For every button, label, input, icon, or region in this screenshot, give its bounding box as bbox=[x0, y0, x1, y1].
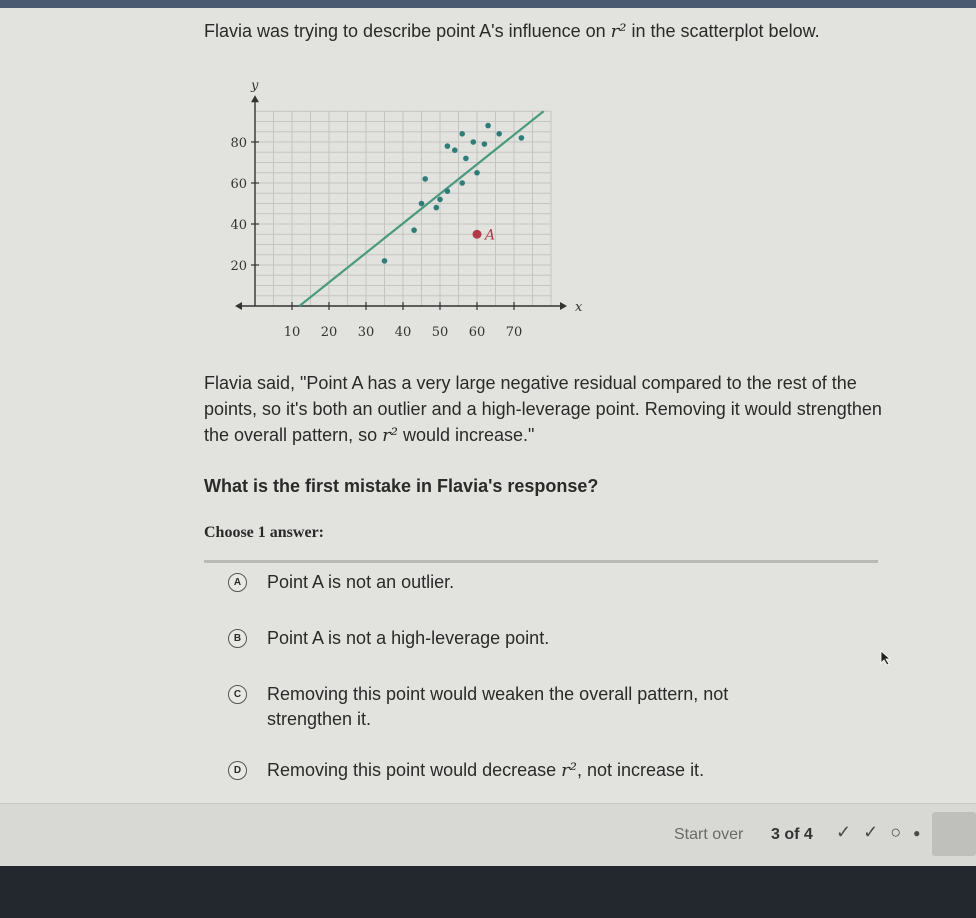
x-tick-label: 20 bbox=[320, 325, 338, 340]
choice-b[interactable] bbox=[228, 626, 807, 651]
x-tick-label: 70 bbox=[505, 325, 523, 340]
top-bar bbox=[0, 0, 976, 8]
y-tick-label: 80 bbox=[230, 136, 247, 151]
exercise-page bbox=[0, 8, 976, 803]
data-point bbox=[459, 180, 465, 186]
question-prompt: What is the first mistake in Flavia's response? bbox=[204, 476, 599, 496]
data-point bbox=[445, 143, 451, 149]
choose-label: Choose 1 answer: bbox=[204, 524, 324, 541]
data-point bbox=[445, 188, 451, 194]
y-axis-arrow bbox=[251, 95, 259, 102]
check-icon: ✓ bbox=[836, 822, 852, 842]
scatterplot bbox=[205, 78, 585, 348]
mouse-cursor-icon bbox=[880, 650, 892, 666]
data-point bbox=[519, 135, 525, 141]
y-axis-label: y bbox=[251, 78, 259, 94]
y-tick-label: 60 bbox=[230, 177, 247, 192]
data-point bbox=[434, 205, 440, 211]
x-tick-label: 60 bbox=[468, 325, 486, 340]
data-point bbox=[482, 141, 488, 147]
x-axis-arrow-left bbox=[235, 302, 242, 310]
data-point bbox=[422, 176, 428, 182]
next-button[interactable] bbox=[932, 812, 976, 856]
x-tick-label: 30 bbox=[357, 325, 375, 340]
choice-b-text: Point A is not a high-leverage point. bbox=[267, 628, 550, 648]
divider bbox=[204, 560, 878, 563]
data-point bbox=[463, 156, 469, 162]
choice-a[interactable] bbox=[228, 570, 807, 595]
data-point bbox=[485, 123, 491, 129]
data-point bbox=[452, 147, 458, 153]
choice-d[interactable] bbox=[228, 758, 807, 783]
data-point bbox=[474, 170, 480, 176]
progress-dots bbox=[836, 822, 920, 844]
choice-c[interactable] bbox=[228, 682, 797, 732]
x-axis-label: x bbox=[575, 300, 583, 315]
data-point bbox=[437, 197, 443, 203]
x-tick-label: 10 bbox=[283, 325, 301, 340]
y-tick-label: 40 bbox=[230, 218, 247, 233]
data-point bbox=[419, 201, 425, 207]
point-a-label: A bbox=[485, 227, 496, 244]
point-a bbox=[473, 230, 482, 239]
question-intro: Flavia was trying to describe point A's influence on r² in the scatterplot below. bbox=[204, 21, 820, 42]
check-icon: ✓ bbox=[863, 822, 879, 842]
choice-d-badge: D bbox=[228, 761, 247, 780]
data-point bbox=[496, 131, 502, 137]
empty-circle-icon: ○ bbox=[890, 822, 902, 842]
start-over-button[interactable]: Start over bbox=[674, 826, 744, 843]
choice-c-badge: C bbox=[228, 685, 247, 704]
flavia-statement: Flavia said, "Point A has a very large negative residual compared to the rest of the points, so it's both an outlier and a high-leverage point. Removing it would strengthen the overall pattern, so r² would increase." bbox=[204, 373, 882, 446]
r-squared-symbol: r² bbox=[382, 425, 398, 446]
choice-a-badge: A bbox=[228, 573, 247, 592]
x-tick-label: 40 bbox=[394, 325, 412, 340]
choice-a-text: Point A is not an outlier. bbox=[267, 572, 455, 592]
r-squared-symbol: r² bbox=[561, 760, 577, 781]
footer-bar bbox=[0, 804, 976, 866]
x-axis-arrow bbox=[560, 302, 567, 310]
progress-indicator: 3 of 4 bbox=[771, 826, 813, 843]
small-dot-icon: ● bbox=[913, 826, 921, 840]
choice-b-badge: B bbox=[228, 629, 247, 648]
x-tick-label: 50 bbox=[431, 325, 449, 340]
data-point bbox=[382, 258, 388, 264]
data-point bbox=[471, 139, 477, 145]
data-point bbox=[411, 227, 417, 233]
choice-c-text: Removing this point would weaken the overall pattern, not strengthen it. bbox=[267, 684, 729, 729]
r-squared-symbol: r² bbox=[610, 21, 627, 42]
data-point bbox=[459, 131, 465, 137]
choice-d-text: Removing this point would decrease r², not increase it. bbox=[267, 760, 705, 781]
y-tick-label: 20 bbox=[230, 259, 247, 274]
taskbar-area bbox=[0, 866, 976, 918]
